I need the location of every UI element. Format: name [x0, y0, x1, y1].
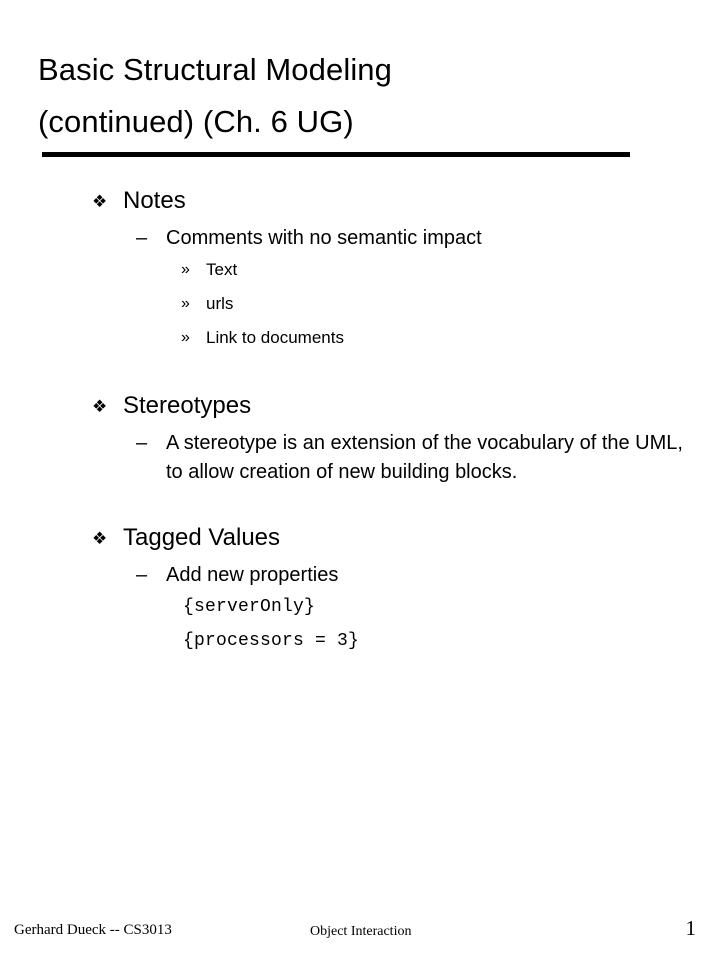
bullet-stereotypes-sub	[38, 429, 688, 487]
chevron-bullet-icon: »	[181, 329, 190, 346]
spacer	[38, 487, 688, 523]
bullet-notes-sub-label: Comments with no semantic impact	[166, 227, 482, 249]
spacer	[38, 355, 688, 391]
dash-bullet-icon: –	[136, 564, 148, 586]
slide-body	[38, 186, 688, 658]
bullet-notes-item-urls	[38, 287, 688, 321]
bullet-stereotypes-label: Stereotypes	[123, 392, 252, 419]
bullet-notes-item-link-label: Link to documents	[206, 328, 344, 347]
bullet-notes-item-urls-label: urls	[206, 294, 234, 313]
diamond-bullet-icon: ❖	[92, 529, 108, 548]
title-line-2: (continued) (Ch. 6 UG)	[38, 104, 354, 139]
dash-bullet-icon: –	[136, 227, 148, 249]
slide-footer	[0, 908, 720, 960]
bullet-notes-item-text-label: Text	[206, 260, 238, 279]
title-line-1: Basic Structural Modeling	[38, 52, 392, 87]
bullet-tagged-values-label: Tagged Values	[123, 524, 281, 551]
bullet-tagged-values-sub	[38, 561, 688, 590]
bullet-stereotypes	[38, 391, 688, 421]
code-processors: {processors = 3}	[183, 631, 360, 651]
footer-topic: Object Interaction	[310, 924, 412, 939]
bullet-notes-sub	[38, 224, 688, 253]
bullet-tagged-values	[38, 523, 688, 553]
chevron-bullet-icon: »	[181, 295, 190, 312]
page-title	[38, 44, 638, 148]
chevron-bullet-icon: »	[181, 261, 190, 278]
footer-author: Gerhard Dueck -- CS3013	[14, 922, 172, 938]
bullet-notes-label: Notes	[123, 187, 186, 214]
bullet-notes-item-link	[38, 321, 688, 355]
bullet-notes	[38, 186, 688, 216]
diamond-bullet-icon: ❖	[92, 192, 108, 211]
footer-page-number: 1	[685, 916, 696, 940]
code-server-only: {serverOnly}	[183, 597, 316, 617]
title-divider	[42, 152, 630, 157]
bullet-stereotypes-sub-label: A stereotype is an extension of the vocabulary of the UML, to allow creation of new building blocks.	[166, 432, 683, 483]
dash-bullet-icon: –	[136, 432, 148, 454]
bullet-notes-item-text	[38, 253, 688, 287]
diamond-bullet-icon: ❖	[92, 397, 108, 416]
bullet-tagged-values-sub-label: Add new properties	[166, 564, 339, 586]
